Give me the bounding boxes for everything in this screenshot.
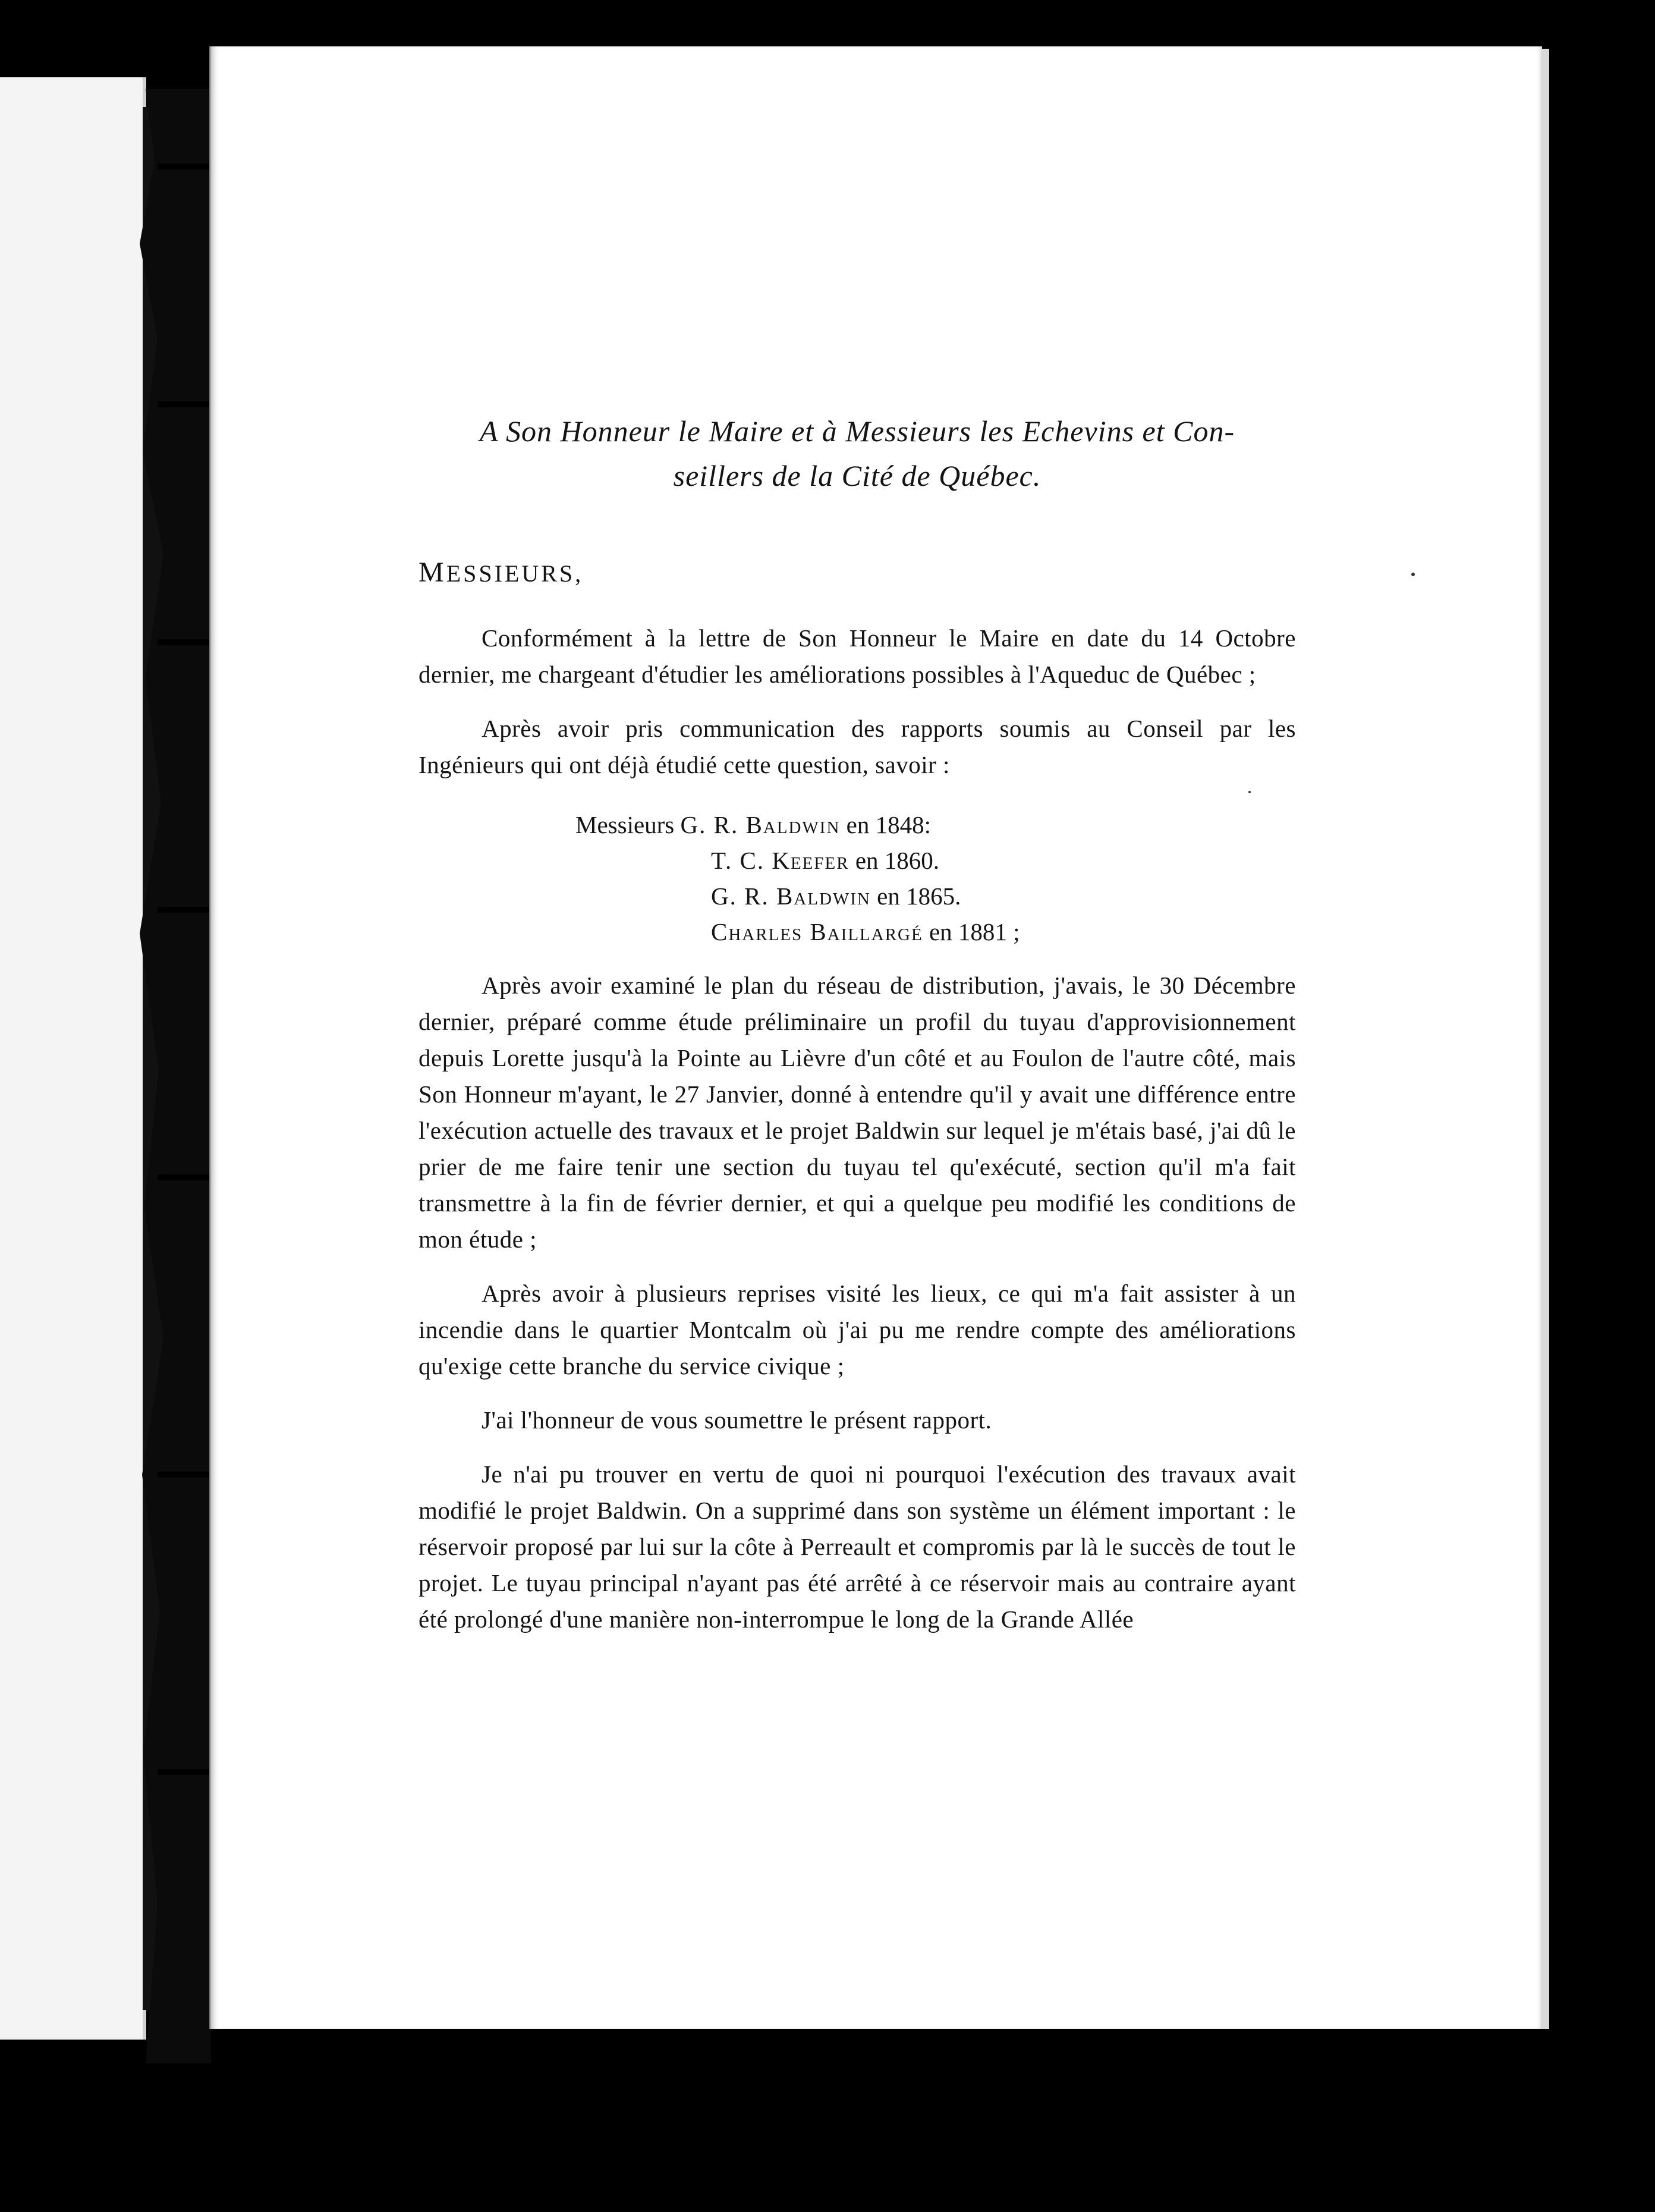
engineer-entry <box>419 878 1296 914</box>
torn-page-edge <box>122 89 211 2063</box>
ink-speck <box>1411 573 1415 576</box>
engineer-name: G. R. Baldwin <box>711 882 871 910</box>
engineer-name: Charles Baillargé <box>711 918 923 945</box>
address-line-1: A Son Honneur le Maire et à Messieurs les Echevins et Con- <box>479 414 1235 448</box>
engineers-list <box>419 807 1296 950</box>
engineer-year: en 1860. <box>855 847 940 874</box>
salutation <box>419 555 1296 592</box>
engineer-year: en 1865. <box>877 882 961 910</box>
engineer-name: G. R. Baldwin <box>680 811 841 838</box>
page-edge-shadow <box>1541 49 1549 2029</box>
engineer-entry <box>419 807 1296 843</box>
paragraph-3: Après avoir examiné le plan du réseau de distribution, j'avais, le 30 Décembre dernier, préparé comme étude préliminaire un profil du tuyau d'approvisionnement depuis Lorette jusqu'à la Pointe au Lièvre d'un côté et au Foulon de l'autre côté, mais Son Honneur m'ayant, le 27 Janvier, donné à entendre qu'il y avait une différence entre l'exécution actuelle des travaux et le projet Baldwin sur lequel je m'étais basé, j'ai dû le prier de me faire tenir une section du tuyau tel qu'exécuté, section qu'il m'a fait transmettre à la fin de février dernier, et qui a quelque peu modifié les conditions de mon étude ; <box>419 972 1296 1253</box>
salutation-initial: M <box>419 557 446 588</box>
engineer-year: en 1881 ; <box>929 918 1020 945</box>
document-page <box>209 46 1542 2029</box>
engineer-year: en 1848: <box>846 811 931 838</box>
page-text-block <box>419 409 1296 1638</box>
engineer-entry <box>419 843 1296 878</box>
paragraph-5: J'ai l'honneur de vous soumettre le présent rapport. <box>482 1406 992 1434</box>
paragraph-4: Après avoir à plusieurs reprises visité les lieux, ce qui m'a fait assister à un incendie dans le quartier Montcalm où j'ai pu me rendre compte des améliorations qu'exige cette branche du service civique ; <box>419 1280 1296 1380</box>
paragraph-1: Conformément à la lettre de Son Honneur le Maire en date du 14 Octobre dernier, me chargeant d'étudier les améliorations possibles à l'Aqueduc de Québec ; <box>419 624 1296 688</box>
paragraph-6: Je n'ai pu trouver en vertu de quoi ni pourquoi l'exécution des travaux avait modifié le projet Baldwin. On a supprimé dans son système un élément important : le réservoir proposé par lui sur la côte à Perreault et compromis par là le succès de tout le projet. Le tuyau principal n'ayant pas été arrêté à ce réservoir mais au contraire ayant été prolongé d'une manière non-interrompue le long de la Grande Allée <box>419 1460 1296 1633</box>
engineer-prefix: Messieurs <box>575 811 675 838</box>
engineer-name: T. C. Keefer <box>711 847 849 874</box>
paragraph-2: Après avoir pris communication des rapports soumis au Conseil par les Ingénieurs qui ont déjà étudié cette question, savoir : <box>419 715 1296 778</box>
address-heading <box>419 409 1296 498</box>
ink-speck <box>1248 791 1251 793</box>
engineer-entry <box>419 914 1296 950</box>
address-line-2: seillers de la Cité de Québec. <box>673 459 1042 492</box>
salutation-rest: ESSIEURS, <box>446 560 584 587</box>
